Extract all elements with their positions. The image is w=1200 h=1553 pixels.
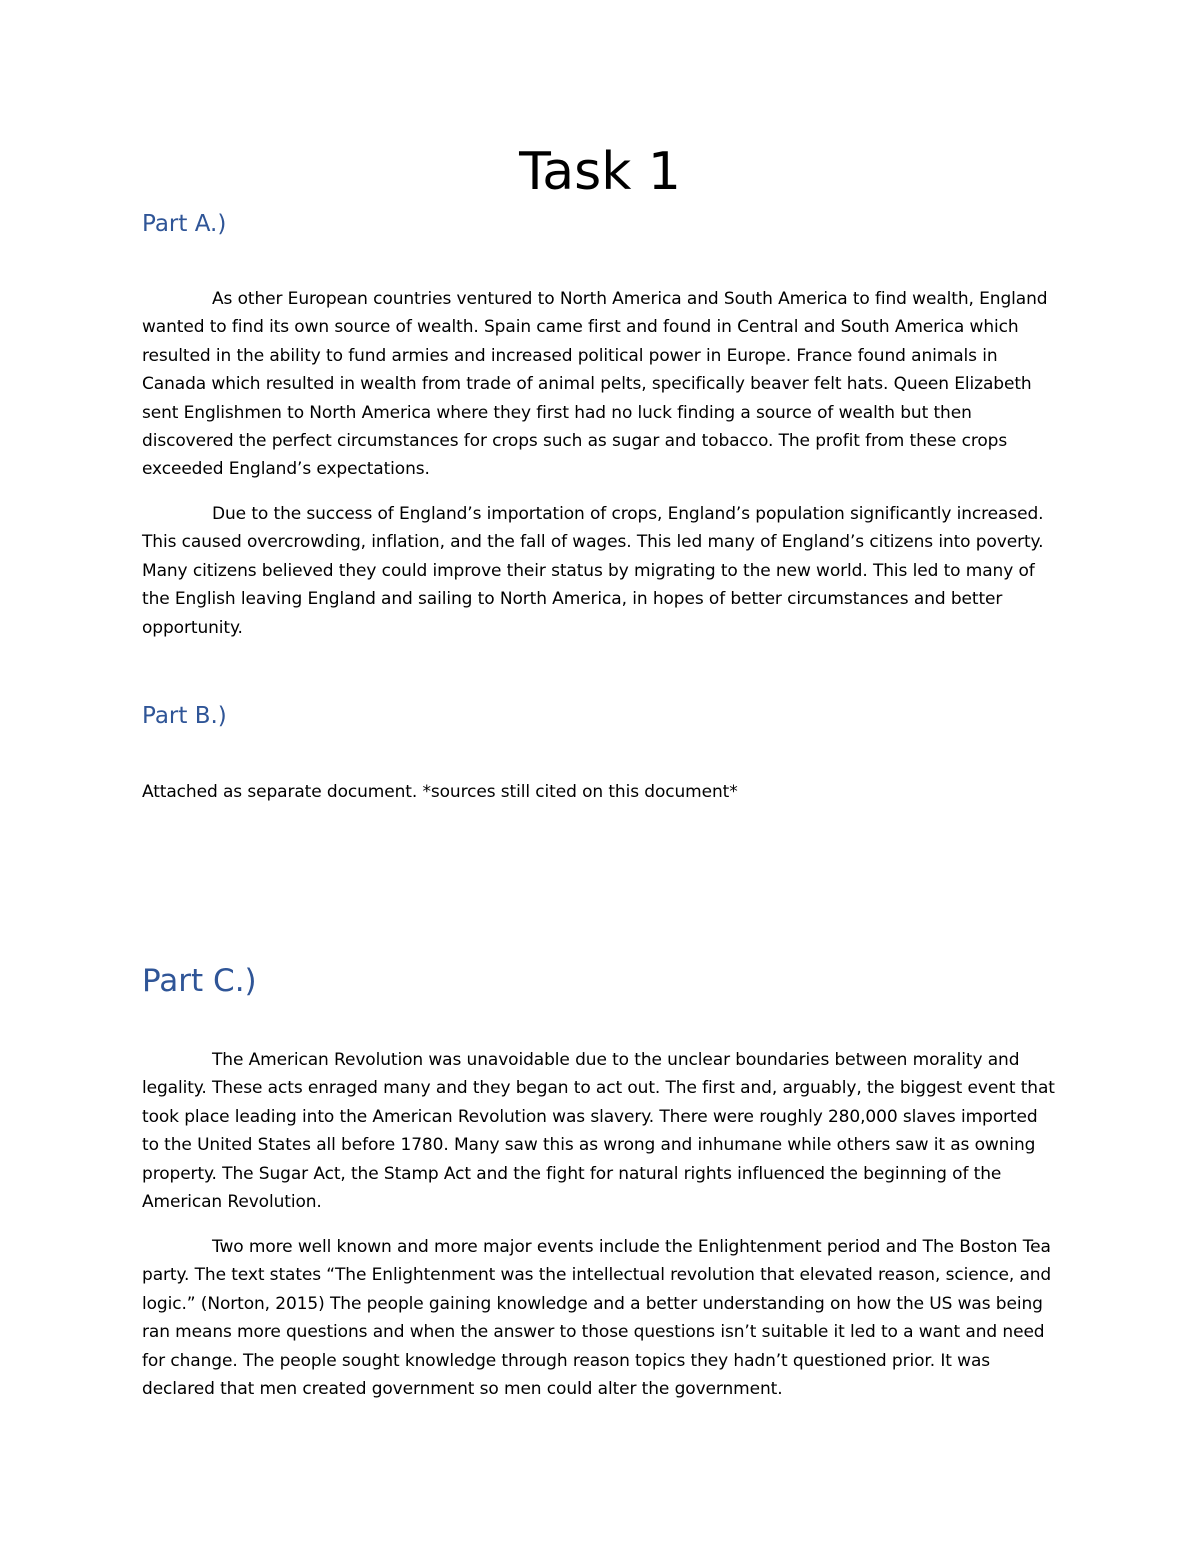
part-b-heading: Part B.) [142,703,227,729]
part-a-paragraph-2: Due to the success of England’s importation of crops, England’s population significantly increased. This caused overcrowding, inflation, and the fall of wages. This led many of England’s citizens into poverty. Many citizens believed they could improve their status by migrating to the new world. This led to many of the English leaving England and sailing to North America, in hopes of better circumstances and better opportunity. [142,504,1044,638]
part-c-paragraph-2: Two more well known and more major events include the Enlightenment period and The Boston Tea party. The text states “The Enlightenment was the intellectual revolution that elevated reason, science, and logic.” (Norton, 2015) The people gaining knowledge and a better understanding on how the US was being ran means more questions and when the answer to those questions isn’t suitable it led to a want and need for change. The people sought knowledge through reason topics they hadn’t questioned prior. It was declared that men created government so men could alter the government. [142,1237,1052,1400]
part-c-heading: Part C.) [142,963,257,999]
part-b-paragraph-1: Attached as separate document. *sources still cited on this document* [142,782,738,802]
part-a-paragraph-1: As other European countries ventured to North America and South America to find wealth, England wanted to find its own source of wealth. Spain came first and found in Central and South America which resulted in the ability to fund armies and increased political power in Europe. France found animals in Canada which resulted in wealth from trade of animal pelts, specifically beaver felt hats. Queen Elizabeth sent Englishmen to North America where they first had no luck finding a source of wealth but then discovered the perfect circumstances for crops such as sugar and tobacco. The profit from these crops exceeded England’s expectations. [142,289,1048,480]
part-a-heading: Part A.) [142,211,227,237]
document-title: Task 1 [519,142,681,202]
part-c-paragraph-1: The American Revolution was unavoidable due to the unclear boundaries between morality and legality. These acts enraged many and they began to act out. The first and, arguably, the biggest event that took place leading into the American Revolution was slavery. There were roughly 280,000 slaves imported to the United States all before 1780. Many saw this as wrong and inhumane while others saw it as owning property. The Sugar Act, the Stamp Act and the fight for natural rights influenced the beginning of the American Revolution. [142,1050,1055,1213]
